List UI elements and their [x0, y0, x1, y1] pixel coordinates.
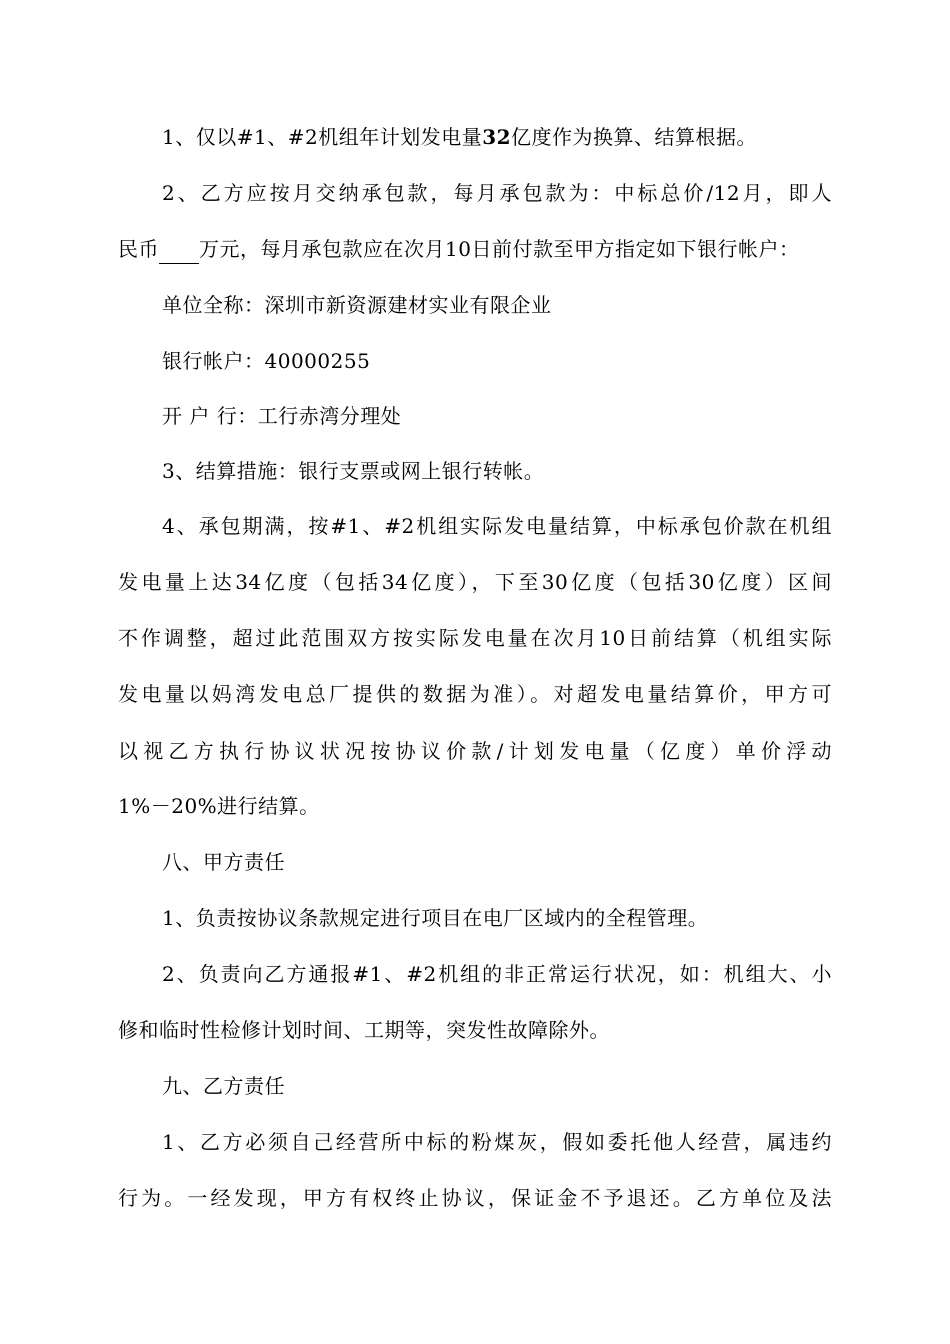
clause-7-4-line1: 4、承包期满，按#1、#2机组实际发电量结算，中标承包价款在机组 — [162, 514, 832, 538]
section-8-heading: 八、甲方责任 — [162, 850, 285, 874]
clause-7-1: 1、仅以#1、#2机组年计划发电量32亿度作为换算、结算根据。 — [162, 125, 758, 149]
clause-9-1-line1: 1、乙方必须自己经营所中标的粉煤灰，假如委托他人经营，属违约 — [162, 1130, 832, 1154]
clause-7-2-line2: 民币 万元，每月承包款应在次月10日前付款至甲方指定如下银行帐户： — [118, 235, 832, 264]
amount-blank — [159, 235, 199, 264]
clause-8-2-line2: 修和临时性检修计划时间、工期等，突发性故障除外。 — [118, 1018, 610, 1042]
account-bank: 开 户 行：工行赤湾分理处 — [162, 404, 402, 428]
clause-9-1-line2: 行为。一经发现，甲方有权终止协议，保证金不予退还。乙方单位及法 — [118, 1186, 832, 1210]
clause-7-3: 3、结算措施：银行支票或网上银行转帐。 — [162, 459, 545, 483]
clause-7-4-line5: 以视乙方执行协议状况按协议价款/计划发电量（亿度）单价浮动 — [118, 739, 832, 763]
clause-7-4-line6: 1%－20%进行结算。 — [118, 794, 320, 818]
clause-7-4-line2: 发电量上达34亿度（包括34亿度），下至30亿度（包括30亿度）区间 — [118, 570, 832, 594]
clause-7-4-line4: 发电量以妈湾发电总厂提供的数据为准）。对超发电量结算价，甲方可 — [118, 682, 832, 706]
clause-8-2-line1: 2、负责向乙方通报#1、#2机组的非正常运行状况，如：机组大、小 — [162, 962, 832, 986]
clause-8-1: 1、负责按协议条款规定进行项目在电厂区域内的全程管理。 — [162, 906, 709, 930]
section-9-heading: 九、乙方责任 — [162, 1074, 285, 1098]
clause-7-4-line3: 不作调整，超过此范围双方按实际发电量在次月10日前结算（机组实际 — [118, 626, 832, 650]
account-name: 单位全称：深圳市新资源建材实业有限企业 — [162, 293, 552, 317]
clause-7-2-line1: 2、乙方应按月交纳承包款，每月承包款为：中标总价/12月，即人 — [162, 181, 832, 205]
account-number: 银行帐户：40000255 — [162, 349, 371, 373]
